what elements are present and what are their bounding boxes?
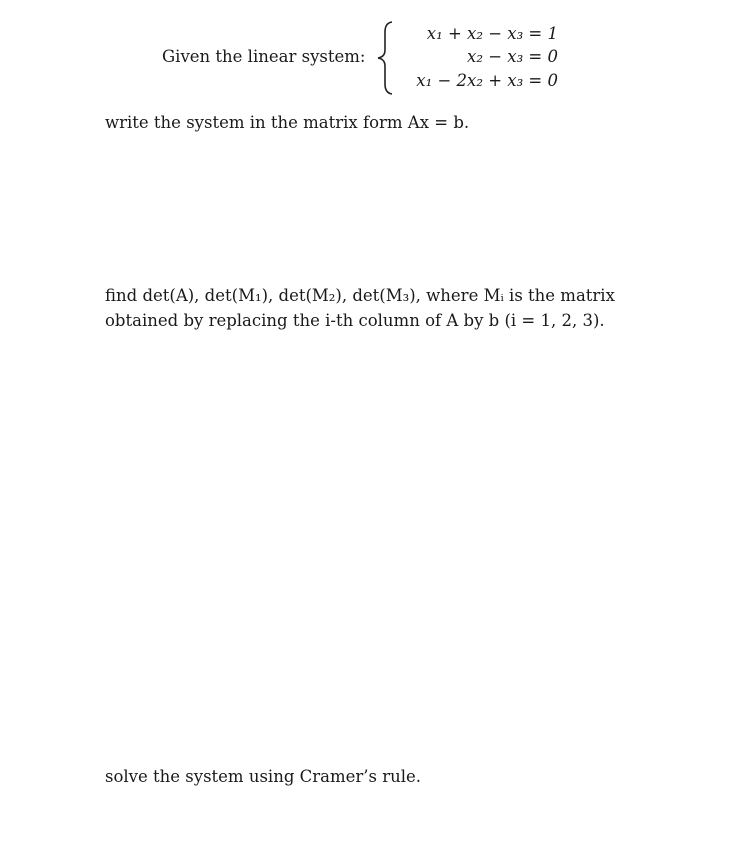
part-b-line-2: obtained by replacing the i-th column of A by b (i = 1, 2, 3). (105, 311, 605, 330)
part-b-line-1: find det(A), det(M₁), det(M₂), det(M₃), where Mᵢ is the matrix (105, 286, 615, 305)
equation-system (400, 24, 558, 100)
equation-1: x₁ + x₂ − x₃ = 1 (426, 24, 558, 43)
left-brace (374, 20, 396, 96)
intro-text: Given the linear system: (162, 47, 366, 66)
equation-2: x₂ − x₃ = 0 (467, 47, 558, 66)
part-c-text: solve the system using Cramer’s rule. (105, 767, 422, 786)
part-a-text: write the system in the matrix form Ax = b. (105, 113, 470, 132)
equation-3: x₁ − 2x₂ + x₃ = 0 (416, 71, 558, 90)
